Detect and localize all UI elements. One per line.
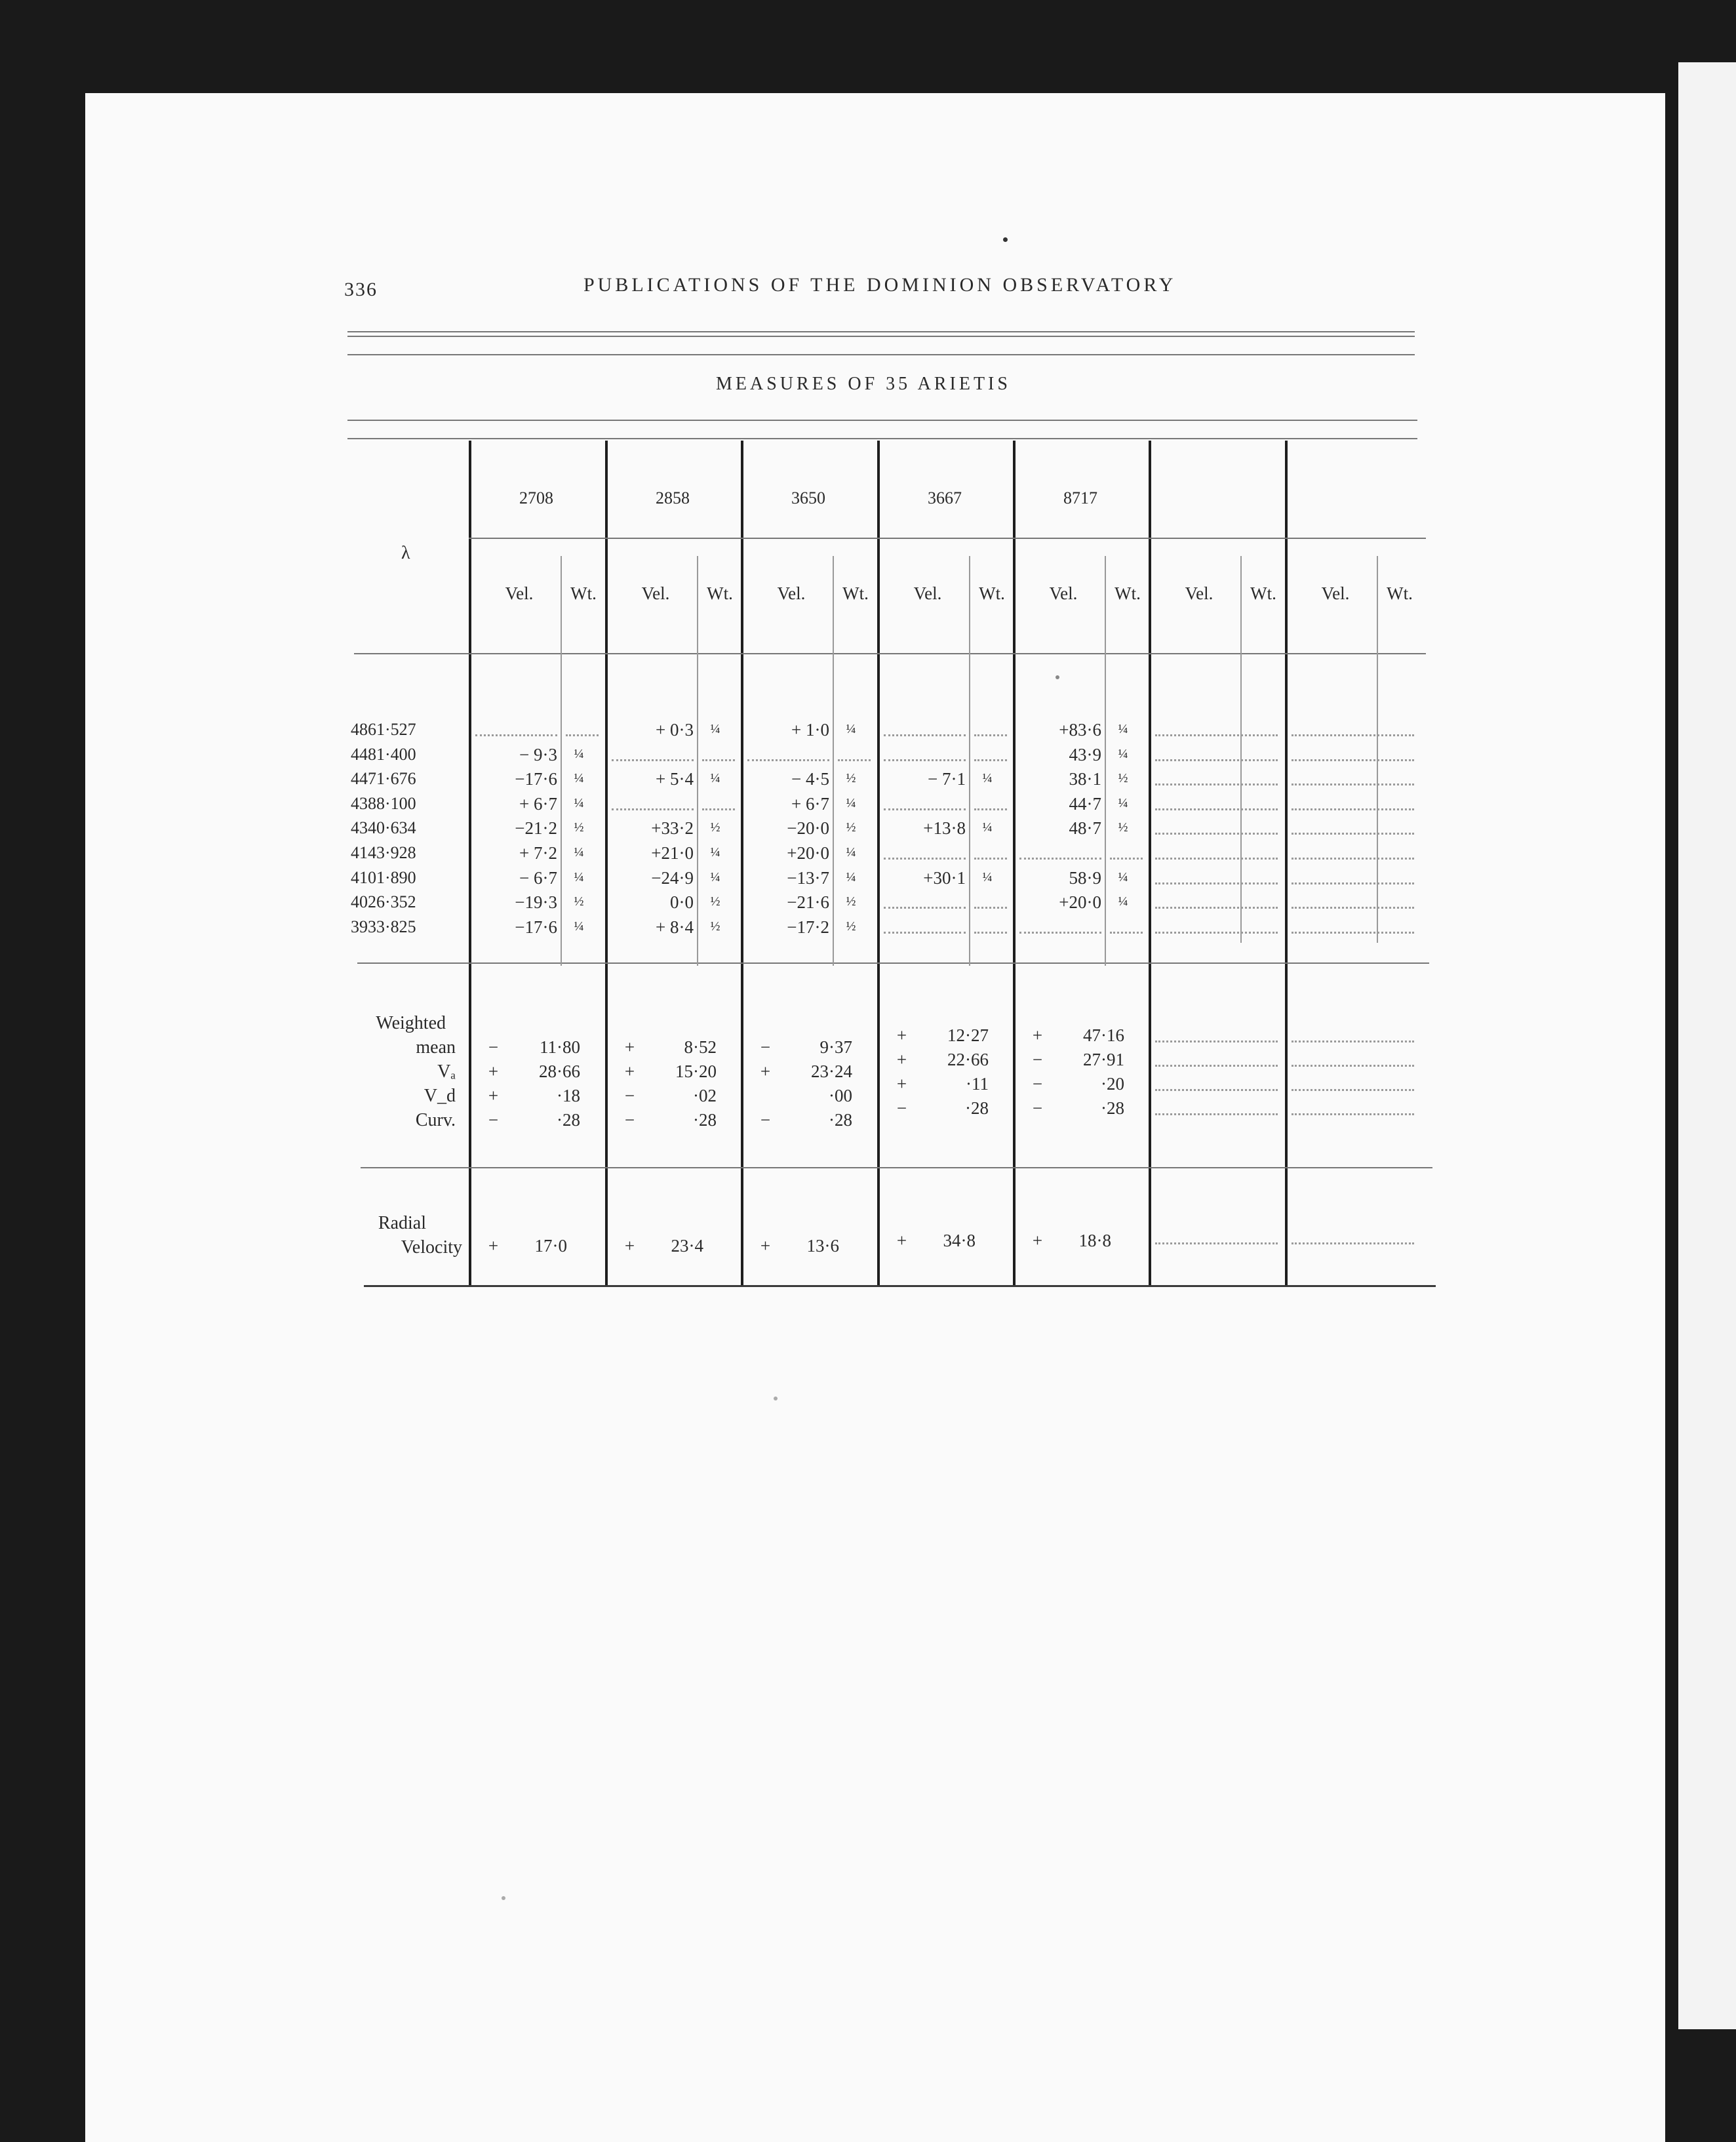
- empty-row: [1292, 907, 1414, 909]
- empty-row: [1292, 858, 1414, 860]
- ink-speck: [1055, 675, 1059, 679]
- wavelength-label: 4481·400: [351, 744, 416, 764]
- stat-sign: −: [624, 1110, 635, 1130]
- velocity-value: + 6·7: [519, 793, 557, 814]
- empty-row: [1155, 808, 1278, 810]
- velocity-value: 0·0: [670, 892, 694, 913]
- stat-vd: [615, 1086, 740, 1106]
- velocity-value: −17·6: [515, 917, 557, 937]
- empty-weight: [974, 932, 1007, 934]
- empty-weight: [1110, 932, 1143, 934]
- stat-number: 12·27: [947, 1025, 989, 1045]
- wt-divider: [833, 556, 834, 966]
- plate-number-3667: 3667: [928, 488, 962, 507]
- running-head: PUBLICATIONS OF THE DOMINION OBSERVATORY: [583, 274, 1177, 296]
- rule-bottom: [364, 1285, 1436, 1287]
- weight-value: ¼: [846, 795, 856, 810]
- stat-sign: −: [760, 1110, 771, 1130]
- stat-va: [479, 1061, 603, 1082]
- weight-value: ¼: [982, 869, 993, 884]
- velocity-value: +30·1: [923, 867, 966, 888]
- rule-after-stats: [361, 1167, 1432, 1168]
- stat-number: ·11: [966, 1074, 989, 1094]
- stat-sign: +: [896, 1074, 907, 1094]
- wt-divider: [1105, 556, 1106, 966]
- velocity-value: −17·2: [787, 917, 829, 937]
- wt-divider: [561, 556, 562, 966]
- rule-under-subheaders: [354, 653, 1426, 654]
- stat-number: 34·8: [943, 1231, 976, 1250]
- stat-sign: −: [896, 1098, 907, 1118]
- empty-radial-velocity: [1292, 1242, 1414, 1244]
- empty-velocity: [884, 734, 966, 736]
- stat-sign: −: [624, 1086, 635, 1105]
- weight-value: ¼: [710, 771, 720, 786]
- adjacent-page-edge: [1678, 62, 1736, 2029]
- empty-stat: [1292, 1065, 1414, 1067]
- stat-sign: +: [488, 1236, 499, 1256]
- stat-number: ·28: [557, 1110, 580, 1130]
- empty-stat: [1155, 1041, 1278, 1042]
- empty-row: [1155, 734, 1278, 736]
- stat-number: 11·80: [540, 1037, 580, 1057]
- velocity-value: 43·9: [1069, 744, 1101, 764]
- stat-sign: +: [1032, 1231, 1043, 1250]
- column-rule: [877, 441, 880, 1286]
- empty-weight: [974, 858, 1007, 860]
- weight-value: ½: [846, 894, 856, 909]
- plate-number-2708: 2708: [519, 488, 553, 507]
- empty-row: [1292, 808, 1414, 810]
- velocity-value: +13·8: [923, 818, 966, 839]
- stat-curv: [1023, 1098, 1147, 1119]
- velocity-value: −13·7: [787, 867, 829, 888]
- wavelength-label: 3933·825: [351, 917, 416, 936]
- weight-value: ¼: [846, 722, 856, 736]
- column-rule: [741, 441, 743, 1286]
- empty-radial-velocity: [1155, 1242, 1278, 1244]
- empty-velocity: [1019, 932, 1101, 934]
- wt-heading: Wt.: [1250, 584, 1276, 603]
- weight-value: ½: [846, 919, 856, 934]
- stat-vd: [887, 1074, 1012, 1094]
- stat-number: ·28: [693, 1110, 717, 1130]
- weight-value: ¼: [574, 795, 584, 810]
- table-title: MEASURES OF 35 ARIETIS: [716, 374, 1011, 394]
- velocity-value: + 6·7: [791, 793, 829, 814]
- empty-row: [1292, 833, 1414, 835]
- stat-sign: +: [488, 1086, 499, 1105]
- radial-velocity-value: [615, 1236, 740, 1256]
- stat-number: ·28: [829, 1110, 852, 1130]
- empty-velocity: [884, 759, 966, 761]
- empty-stat: [1292, 1089, 1414, 1091]
- stat-sign: −: [1032, 1098, 1043, 1118]
- empty-stat: [1155, 1065, 1278, 1067]
- ink-speck: [774, 1397, 778, 1400]
- vel-heading: Vel.: [913, 584, 942, 603]
- vel-heading: Vel.: [505, 584, 534, 603]
- wt-heading: Wt.: [1115, 584, 1141, 603]
- weight-value: ¼: [710, 845, 720, 860]
- stat-sign: +: [1032, 1025, 1043, 1045]
- stat-number: 28·66: [539, 1061, 580, 1081]
- wavelength-label: 4861·527: [351, 720, 416, 739]
- empty-velocity: [884, 808, 966, 810]
- empty-stat: [1155, 1089, 1278, 1091]
- rule-under-title-1: [347, 420, 1417, 421]
- stat-curv: [887, 1098, 1012, 1119]
- velocity-value: 38·1: [1069, 769, 1101, 789]
- stat-mean: [751, 1037, 875, 1058]
- vel-heading: Vel.: [1321, 584, 1350, 603]
- stat-va: [1023, 1050, 1147, 1070]
- stat-number: 23·24: [811, 1061, 852, 1081]
- stat-sign: +: [624, 1037, 635, 1057]
- stat-number: ·28: [965, 1098, 989, 1118]
- stat-curv: [479, 1110, 603, 1130]
- rule-under-plates: [469, 538, 1426, 539]
- stat-sign: −: [760, 1037, 771, 1057]
- empty-stat: [1292, 1113, 1414, 1115]
- empty-velocity: [884, 932, 966, 934]
- column-rule: [1149, 441, 1151, 1286]
- empty-row: [1155, 907, 1278, 909]
- stat-number: 23·4: [671, 1236, 703, 1256]
- weight-value: ¼: [1118, 894, 1128, 909]
- empty-row: [1292, 759, 1414, 761]
- velocity-value: 48·7: [1069, 818, 1101, 839]
- wt-divider: [969, 556, 970, 966]
- column-rule: [1285, 441, 1288, 1286]
- empty-row: [1292, 883, 1414, 884]
- stat-sign: +: [624, 1236, 635, 1256]
- empty-velocity: [884, 907, 966, 909]
- stat-number: 17·0: [534, 1236, 567, 1256]
- stat-number: ·02: [693, 1086, 717, 1105]
- lambda-heading: λ: [401, 543, 410, 563]
- velocity-value: + 5·4: [656, 769, 694, 789]
- velocity-value: + 1·0: [791, 720, 829, 740]
- velocity-value: −20·0: [787, 818, 829, 839]
- radial-velocity-value: [751, 1236, 875, 1256]
- empty-velocity: [612, 808, 694, 810]
- stat-mean: [479, 1037, 603, 1058]
- stat-number: 18·8: [1078, 1231, 1111, 1250]
- weight-value: ¼: [574, 919, 584, 934]
- stat-sign: −: [1032, 1050, 1043, 1069]
- empty-row: [1155, 883, 1278, 884]
- weight-value: ¼: [574, 845, 584, 860]
- wt-divider: [697, 556, 698, 966]
- weight-value: ½: [846, 820, 856, 835]
- weight-value: ½: [1118, 820, 1128, 835]
- empty-row: [1155, 833, 1278, 835]
- stat-sign: −: [1032, 1074, 1043, 1094]
- weight-value: ½: [574, 820, 584, 835]
- empty-velocity: [747, 759, 829, 761]
- weight-value: ½: [574, 894, 584, 909]
- stat-sign: +: [896, 1231, 907, 1250]
- stat-sign: +: [488, 1061, 499, 1081]
- velocity-value: +21·0: [651, 843, 694, 863]
- rule-top-2: [347, 336, 1415, 337]
- radial-velocity-value: [479, 1236, 603, 1256]
- rule-after-lines: [357, 962, 1429, 964]
- stat-sign: +: [896, 1050, 907, 1069]
- velocity-value: −24·9: [651, 867, 694, 888]
- stat-sign: −: [488, 1037, 499, 1057]
- radial-label: Radial: [378, 1213, 426, 1233]
- weight-value: ½: [710, 820, 720, 835]
- stat-vd: [751, 1086, 875, 1106]
- stat-sign: +: [624, 1061, 635, 1081]
- weight-value: ¼: [1118, 746, 1128, 761]
- plate-number-8717: 8717: [1063, 488, 1097, 507]
- va-label: Vₐ: [437, 1061, 456, 1082]
- velocity-value: + 0·3: [656, 720, 694, 740]
- stat-number: ·20: [1101, 1074, 1124, 1094]
- stat-number: ·00: [829, 1086, 852, 1105]
- velocity-value: 58·9: [1069, 867, 1101, 888]
- stat-va: [751, 1061, 875, 1082]
- wt-heading: Wt.: [842, 584, 869, 603]
- weight-value: ¼: [982, 820, 993, 835]
- ink-speck: [1003, 237, 1008, 242]
- velocity-value: +83·6: [1059, 720, 1101, 740]
- wavelength-label: 4101·890: [351, 867, 416, 887]
- empty-row: [1155, 759, 1278, 761]
- stat-number: 8·52: [684, 1037, 717, 1057]
- wavelength-label: 4340·634: [351, 818, 416, 838]
- empty-row: [1292, 783, 1414, 785]
- weight-value: ¼: [982, 771, 993, 786]
- empty-row: [1155, 932, 1278, 934]
- weighted-label: Weighted: [376, 1013, 446, 1033]
- velocity-value: + 8·4: [656, 917, 694, 937]
- curv-label: Curv.: [415, 1110, 456, 1130]
- wt-heading: Wt.: [979, 584, 1005, 603]
- stat-number: 22·66: [947, 1050, 989, 1069]
- weight-value: ¼: [1118, 722, 1128, 736]
- stat-mean: [1023, 1025, 1147, 1046]
- rule-top-3: [347, 354, 1415, 355]
- velocity-value: − 9·3: [519, 744, 557, 764]
- stat-number: 27·91: [1083, 1050, 1124, 1069]
- empty-stat: [1155, 1113, 1278, 1115]
- plate-number-3650: 3650: [791, 488, 825, 507]
- column-rule: [1013, 441, 1016, 1286]
- weight-value: ½: [710, 894, 720, 909]
- empty-stat: [1292, 1041, 1414, 1042]
- velocity-value: − 6·7: [519, 867, 557, 888]
- empty-velocity: [612, 759, 694, 761]
- velocity-value: +33·2: [651, 818, 694, 839]
- stat-sign: +: [760, 1061, 771, 1081]
- empty-row: [1292, 734, 1414, 736]
- velocity-value: −21·2: [515, 818, 557, 839]
- book-page: [85, 93, 1665, 2142]
- rule-under-title-2: [347, 438, 1417, 439]
- radial-velocity-value: [887, 1231, 1012, 1251]
- stat-number: 15·20: [675, 1061, 717, 1081]
- stat-vd: [479, 1086, 603, 1106]
- velocity-value: −17·6: [515, 769, 557, 789]
- velocity-value: + 7·2: [519, 843, 557, 863]
- stat-curv: [751, 1110, 875, 1130]
- empty-weight: [838, 759, 871, 761]
- stat-number: 47·16: [1083, 1025, 1124, 1045]
- rule-top-1: [347, 331, 1415, 332]
- empty-row: [1292, 932, 1414, 934]
- velocity-value: −21·6: [787, 892, 829, 913]
- empty-row: [1155, 858, 1278, 860]
- wt-heading: Wt.: [1387, 584, 1413, 603]
- velocity-value: +20·0: [1059, 892, 1101, 913]
- column-rule: [469, 441, 471, 1286]
- stat-vd: [1023, 1074, 1147, 1094]
- vd-label: V_d: [424, 1086, 456, 1106]
- stat-mean: [887, 1025, 1012, 1046]
- stat-number: ·28: [1101, 1098, 1124, 1118]
- stat-va: [887, 1050, 1012, 1070]
- velocity-value: − 7·1: [928, 769, 966, 789]
- wavelength-label: 4471·676: [351, 769, 416, 789]
- vel-heading: Vel.: [777, 584, 806, 603]
- stat-number: 13·6: [806, 1236, 839, 1256]
- wavelength-label: 4388·100: [351, 793, 416, 813]
- stat-curv: [615, 1110, 740, 1130]
- weight-value: ½: [846, 771, 856, 786]
- wt-heading: Wt.: [570, 584, 597, 603]
- velocity-value: +20·0: [787, 843, 829, 863]
- weight-value: ¼: [574, 746, 584, 761]
- weight-value: ½: [710, 919, 720, 934]
- vel-heading: Vel.: [1049, 584, 1078, 603]
- mean-label: mean: [416, 1037, 456, 1058]
- empty-row: [1155, 783, 1278, 785]
- velocity-value: − 4·5: [791, 769, 829, 789]
- weight-value: ¼: [846, 869, 856, 884]
- empty-weight: [702, 759, 735, 761]
- weight-value: ¼: [574, 869, 584, 884]
- stat-sign: +: [760, 1236, 771, 1256]
- stat-sign: +: [896, 1025, 907, 1045]
- weight-value: ¼: [1118, 795, 1128, 810]
- velocity-value: −19·3: [515, 892, 557, 913]
- weight-value: ¼: [710, 722, 720, 736]
- stat-va: [615, 1061, 740, 1082]
- vel-heading: Vel.: [641, 584, 670, 603]
- wt-heading: Wt.: [707, 584, 733, 603]
- stat-mean: [615, 1037, 740, 1058]
- stat-number: 9·37: [819, 1037, 852, 1057]
- radial-velocity-value: [1023, 1231, 1147, 1251]
- empty-velocity: [1019, 858, 1101, 860]
- weight-value: ¼: [710, 869, 720, 884]
- wt-divider: [1377, 556, 1378, 943]
- weight-value: ½: [1118, 771, 1128, 786]
- weight-value: ¼: [574, 771, 584, 786]
- vel-heading: Vel.: [1185, 584, 1213, 603]
- weight-value: ¼: [846, 845, 856, 860]
- wavelength-label: 4026·352: [351, 892, 416, 912]
- empty-weight: [1110, 858, 1143, 860]
- wt-divider: [1240, 556, 1242, 943]
- velocity-value: 44·7: [1069, 793, 1101, 814]
- stat-sign: −: [488, 1110, 499, 1130]
- velocity-label: Velocity: [401, 1237, 462, 1258]
- empty-velocity: [884, 858, 966, 860]
- wavelength-label: 4143·928: [351, 843, 416, 862]
- stat-number: ·18: [557, 1086, 580, 1105]
- page-number: 336: [344, 279, 378, 300]
- weight-value: ¼: [1118, 869, 1128, 884]
- empty-velocity: [475, 734, 557, 736]
- ink-speck: [502, 1896, 505, 1900]
- column-rule: [605, 441, 608, 1286]
- plate-number-2858: 2858: [656, 488, 690, 507]
